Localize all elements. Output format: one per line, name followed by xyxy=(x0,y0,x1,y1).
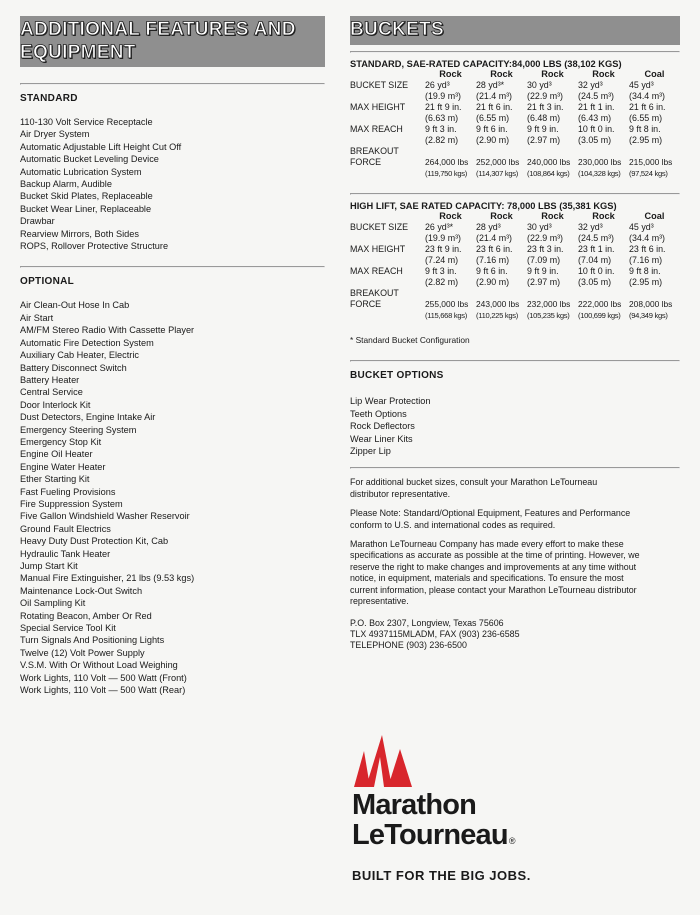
table-corner xyxy=(350,211,425,222)
force-kg-value: (104,328 kgs) xyxy=(578,169,621,178)
row-label-blank xyxy=(350,310,425,321)
row-label: BUCKET SIZE xyxy=(350,222,409,232)
spacer-cell xyxy=(425,288,476,299)
metric-value: (6.43 m) xyxy=(578,113,612,123)
highlift-capacity-title: HIGH LIFT, SAE RATED CAPACITY: 78,000 LBS (35,381 KGS) xyxy=(350,201,617,211)
row-label-blank xyxy=(350,135,425,146)
force-value: 215,000 lbs xyxy=(629,157,673,167)
spacer-cell xyxy=(425,146,476,157)
brand-name-marathon: Marathon xyxy=(352,789,477,821)
optional-feature-item: Fire Suppression System xyxy=(20,498,123,509)
optional-feature-item: Manual Fire Extinguisher, 21 lbs (9.53 kgs) xyxy=(20,573,195,584)
metric-value: (22.9 m³) xyxy=(527,233,563,243)
metric-value: (2.97 m) xyxy=(527,277,561,287)
optional-feature-item: Twelve (12) Volt Power Supply xyxy=(20,647,145,658)
metric-value: (6.63 m) xyxy=(425,113,459,123)
bucket-option-item: Zipper Lip xyxy=(350,446,391,457)
spec-value: 9 ft 8 in. xyxy=(629,124,661,134)
spec-value: 9 ft 8 in. xyxy=(629,266,661,276)
optional-feature-item: Jump Start Kit xyxy=(20,561,78,571)
force-kg-value: (115,668 kgs) xyxy=(425,311,467,320)
optional-feature-item: Engine Oil Heater xyxy=(20,449,93,460)
optional-feature-item: Hydraulic Tank Heater xyxy=(20,548,111,559)
optional-feature-item: Work Lights, 110 Volt — 500 Watt (Front) xyxy=(20,672,187,683)
force-kg-value: (108,864 kgs) xyxy=(527,169,570,178)
table-corner xyxy=(350,69,425,80)
standard-feature-item: Automatic Adjustable Lift Height Cut Off xyxy=(20,141,182,152)
force-value: 252,000 lbs xyxy=(476,157,520,167)
bucket-type-header: Rock xyxy=(592,211,615,221)
spec-value: 9 ft 3 in. xyxy=(425,124,457,134)
spec-value: 45 yd³ xyxy=(629,80,654,90)
additional-sizes-note: For additional bucket sizes, consult your Marathon LeTourneau distributor representative. xyxy=(350,477,598,499)
bucket-type-header: Coal xyxy=(644,69,665,79)
telex-fax-line: TLX 4937115MLADM, FAX (903) 236-6585 xyxy=(350,628,520,639)
metric-value: (19.9 m³) xyxy=(425,91,461,101)
address-line: P.O. Box 2307, Longview, Texas 75606 xyxy=(350,617,504,628)
force-value: 243,000 lbs xyxy=(476,299,520,309)
spec-value: 23 ft 6 in. xyxy=(629,244,666,254)
spacer-cell xyxy=(527,288,578,299)
highlift-spec-table xyxy=(350,211,680,321)
spec-value: 23 ft 9 in. xyxy=(425,244,462,254)
bucket-option-item: Rock Deflectors xyxy=(350,421,415,432)
row-label-blank xyxy=(350,277,425,288)
force-kg-value: (119,750 kgs) xyxy=(425,169,467,178)
force-value: 230,000 lbs xyxy=(578,157,622,167)
metric-value: (22.9 m³) xyxy=(527,91,563,101)
metric-value: (3.05 m) xyxy=(578,135,612,145)
optional-feature-item: Emergency Steering System xyxy=(20,424,137,435)
spacer-cell xyxy=(629,146,680,157)
optional-heading: OPTIONAL xyxy=(20,276,75,288)
bucket-type-header: Rock xyxy=(541,69,564,79)
optional-feature-item: Battery Heater xyxy=(20,374,80,385)
row-label: BUCKET SIZE xyxy=(350,80,409,90)
tagline: BUILT FOR THE BIG JOBS. xyxy=(352,868,531,883)
spacer-cell xyxy=(527,146,578,157)
standard-feature-item: Automatic Lubrication System xyxy=(20,166,142,177)
metric-value: (6.55 m) xyxy=(629,113,663,123)
row-label: FORCE xyxy=(350,157,382,167)
row-label: BREAKOUT xyxy=(350,288,399,298)
spec-value: 30 yd³ xyxy=(527,80,552,90)
optional-feature-item: Turn Signals And Positioning Lights xyxy=(20,635,165,646)
codes-note: Please Note: Standard/Optional Equipment, Features and Performance conform to U.S. and international codes as required. xyxy=(350,508,631,530)
optional-feature-item: Emergency Stop Kit xyxy=(20,436,102,447)
spec-value: 21 ft 9 in. xyxy=(425,102,462,112)
standard-feature-item: Backup Alarm, Audible xyxy=(20,179,112,190)
standard-feature-item: Bucket Skid Plates, Replaceable xyxy=(20,191,153,202)
divider xyxy=(350,360,680,362)
left-column xyxy=(20,16,325,696)
metric-value: (7.16 m) xyxy=(629,255,663,265)
optional-feature-item: Battery Disconnect Switch xyxy=(20,362,127,373)
bucket-type-header: Rock xyxy=(439,69,462,79)
optional-feature-item: Air Clean-Out Hose In Cab xyxy=(20,300,130,311)
metric-value: (34.4 m³) xyxy=(629,91,665,101)
bucket-type-header: Coal xyxy=(644,211,665,221)
divider xyxy=(350,193,680,195)
metric-value: (2.82 m) xyxy=(425,135,459,145)
bucket-option-item: Lip Wear Protection xyxy=(350,396,431,407)
row-label-blank xyxy=(350,233,425,244)
spec-value: 10 ft 0 in. xyxy=(578,266,615,276)
row-label: MAX REACH xyxy=(350,124,403,134)
spec-value: 23 ft 1 in. xyxy=(578,244,615,254)
optional-feature-item: Fast Fueling Provisions xyxy=(20,486,116,497)
standard-spec-table xyxy=(350,69,680,179)
row-label: MAX HEIGHT xyxy=(350,244,406,254)
divider xyxy=(20,266,325,268)
metric-value: (3.05 m) xyxy=(578,277,612,287)
spec-value: 45 yd³ xyxy=(629,222,654,232)
optional-feature-item: Maintenance Lock-Out Switch xyxy=(20,585,143,596)
spec-value: 9 ft 9 in. xyxy=(527,266,559,276)
metric-value: (2.97 m) xyxy=(527,135,561,145)
optional-feature-item: Auxiliary Cab Heater, Electric xyxy=(20,350,139,361)
metric-value: (24.5 m³) xyxy=(578,91,614,101)
brand-word: LeTourneau xyxy=(352,819,508,851)
standard-list xyxy=(20,116,325,252)
row-label-blank xyxy=(350,255,425,266)
bucket-options-heading: BUCKET OPTIONS xyxy=(350,370,444,382)
row-label: FORCE xyxy=(350,299,382,309)
force-value: 264,000 lbs xyxy=(425,157,469,167)
optional-feature-item: Special Service Tool Kit xyxy=(20,623,116,634)
spec-value: 26 yd³* xyxy=(425,222,454,232)
metric-value: (2.90 m) xyxy=(476,277,510,287)
spacer-cell xyxy=(578,146,629,157)
optional-feature-item: Dust Detectors, Engine Intake Air xyxy=(20,412,156,423)
spec-value: 26 yd³ xyxy=(425,80,450,90)
optional-feature-item: Five Gallon Windshield Washer Reservoir xyxy=(20,511,190,522)
metric-value: (21.4 m³) xyxy=(476,233,512,243)
spec-value: 23 ft 6 in. xyxy=(476,244,513,254)
spec-value: 10 ft 0 in. xyxy=(578,124,615,134)
standard-feature-item: 110-130 Volt Service Receptacle xyxy=(20,117,153,127)
standard-feature-item: Drawbar xyxy=(20,216,55,227)
force-value: 232,000 lbs xyxy=(527,299,571,309)
spec-value: 9 ft 3 in. xyxy=(425,266,457,276)
spec-value: 28 yd³* xyxy=(476,80,505,90)
spacer-cell xyxy=(476,288,527,299)
brand-name-letourneau xyxy=(352,820,515,856)
force-kg-value: (110,225 kgs) xyxy=(476,311,518,320)
bucket-type-header: Rock xyxy=(541,211,564,221)
metric-value: (2.90 m) xyxy=(476,135,510,145)
row-label: MAX HEIGHT xyxy=(350,102,406,112)
optional-list xyxy=(20,299,325,696)
metric-value: (34.4 m³) xyxy=(629,233,665,243)
standard-capacity-title: STANDARD, SAE-RATED CAPACITY:84,000 LBS (38,102 KGS) xyxy=(350,59,622,69)
bucket-type-header: Rock xyxy=(592,69,615,79)
row-label-blank xyxy=(350,168,425,179)
row-label-blank xyxy=(350,113,425,124)
force-value: 208,000 lbs xyxy=(629,299,673,309)
spec-value: 9 ft 6 in. xyxy=(476,124,508,134)
bucket-option-item: Wear Liner Kits xyxy=(350,433,413,444)
standard-feature-item: ROPS, Rollover Protective Structure xyxy=(20,241,169,252)
bucket-type-header: Rock xyxy=(439,211,462,221)
standard-heading: STANDARD xyxy=(20,93,78,104)
standard-feature-item: Air Dryer System xyxy=(20,129,90,140)
metric-value: (7.09 m) xyxy=(527,255,561,265)
metric-value: (21.4 m³) xyxy=(476,91,512,101)
spec-value: 28 yd³ xyxy=(476,222,501,232)
spec-value: 23 ft 3 in. xyxy=(527,244,564,254)
optional-feature-item: Rotating Beacon, Amber Or Red xyxy=(20,610,152,621)
metric-value: (19.9 m³) xyxy=(425,233,461,243)
buckets-banner: BUCKETS xyxy=(350,16,680,45)
metric-value: (6.55 m) xyxy=(476,113,510,123)
standard-feature-item: Bucket Wear Liner, Replaceable xyxy=(20,203,152,214)
optional-feature-item: Air Start xyxy=(20,312,54,323)
bucket-type-header: Rock xyxy=(490,211,513,221)
force-kg-value: (100,699 kgs) xyxy=(578,311,621,320)
optional-feature-item: Oil Sampling Kit xyxy=(20,598,86,609)
row-label-blank xyxy=(350,91,425,102)
bucket-option-item: Teeth Options xyxy=(350,408,407,419)
spacer-cell xyxy=(629,288,680,299)
disclaimer: Marathon LeTourneau Company has made every effort to make these specifications as accurate as possible at the time of printing. However, we reserve the right to make changes and improvements at any time without notice, in equipment, materials and specifications. To ensure the most current information, please contact your Marathon LeTourneau distributor representative. xyxy=(350,539,640,607)
bucket-type-header: Rock xyxy=(490,69,513,79)
metric-value: (7.04 m) xyxy=(578,255,612,265)
spec-value: 21 ft 6 in. xyxy=(629,102,666,112)
optional-feature-item: Automatic Fire Detection System xyxy=(20,337,154,348)
divider xyxy=(350,51,680,53)
metric-value: (7.16 m) xyxy=(476,255,510,265)
spacer-cell xyxy=(578,288,629,299)
marathon-letourneau-logo-icon xyxy=(352,735,414,787)
metric-value: (2.82 m) xyxy=(425,277,459,287)
optional-feature-item: Work Lights, 110 Volt — 500 Watt (Rear) xyxy=(20,685,186,696)
spec-value: 9 ft 6 in. xyxy=(476,266,508,276)
telephone-line: TELEPHONE (903) 236-6500 xyxy=(350,640,467,651)
standard-feature-item: Automatic Bucket Leveling Device xyxy=(20,154,159,165)
features-banner: ADDITIONAL FEATURES AND EQUIPMENT xyxy=(20,16,325,67)
spec-value: 30 yd³ xyxy=(527,222,552,232)
optional-feature-item: AM/FM Stereo Radio With Cassette Player xyxy=(20,325,195,336)
force-kg-value: (105,235 kgs) xyxy=(527,311,570,320)
spec-value: 21 ft 6 in. xyxy=(476,102,513,112)
spec-value: 32 yd³ xyxy=(578,222,603,232)
metric-value: (2.95 m) xyxy=(629,135,663,145)
spec-value: 21 ft 3 in. xyxy=(527,102,564,112)
optional-feature-item: Heavy Duty Dust Protection Kit, Cab xyxy=(20,536,169,547)
spec-value: 9 ft 9 in. xyxy=(527,124,559,134)
force-kg-value: (94,349 kgs) xyxy=(629,311,668,320)
standard-feature-item: Rearview Mirrors, Both Sides xyxy=(20,228,139,239)
optional-feature-item: Door Interlock Kit xyxy=(20,399,91,410)
registered-mark: ® xyxy=(508,836,515,846)
spec-value: 32 yd³ xyxy=(578,80,603,90)
force-value: 255,000 lbs xyxy=(425,299,469,309)
spec-value: 21 ft 1 in. xyxy=(578,102,615,112)
metric-value: (6.48 m) xyxy=(527,113,561,123)
optional-feature-item: V.S.M. With Or Without Load Weighing xyxy=(20,660,178,671)
force-kg-value: (114,307 kgs) xyxy=(476,169,518,178)
force-value: 222,000 lbs xyxy=(578,299,622,309)
optional-feature-item: Engine Water Heater xyxy=(20,461,106,472)
divider xyxy=(20,83,325,85)
row-label: BREAKOUT xyxy=(350,146,399,156)
force-kg-value: (97,524 kgs) xyxy=(629,169,668,178)
bucket-options-list xyxy=(350,395,680,457)
optional-feature-item: Ether Starting Kit xyxy=(20,474,90,485)
right-column xyxy=(350,16,680,652)
footnote: * Standard Bucket Configuration xyxy=(350,335,470,345)
optional-feature-item: Ground Fault Electrics xyxy=(20,523,111,534)
metric-value: (24.5 m³) xyxy=(578,233,614,243)
spacer-cell xyxy=(476,146,527,157)
metric-value: (2.95 m) xyxy=(629,277,663,287)
row-label: MAX REACH xyxy=(350,266,403,276)
metric-value: (7.24 m) xyxy=(425,255,459,265)
force-value: 240,000 lbs xyxy=(527,157,571,167)
optional-feature-item: Central Service xyxy=(20,387,83,398)
